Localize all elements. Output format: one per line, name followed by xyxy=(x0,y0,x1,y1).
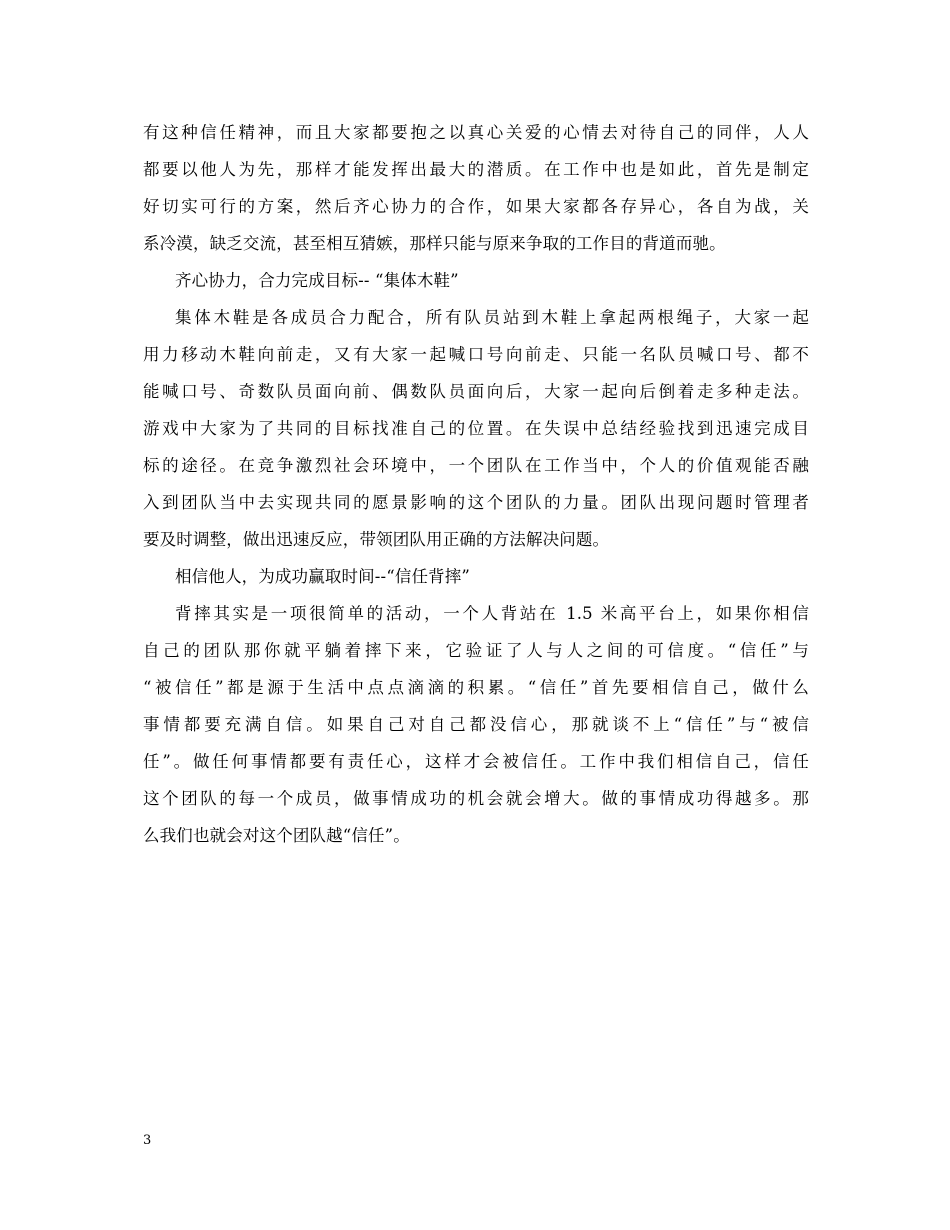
paragraph-first-line: 相信他人，为成功赢取时间--“信任背摔” xyxy=(175,567,471,586)
page-number: 3 xyxy=(143,1133,152,1148)
text-line: 事情都要充满自信。如果自己对自己都没信心，那就谈不上“信任”与“被信 xyxy=(143,715,809,734)
text-line: 用力移动木鞋向前走，又有大家一起喊口号向前走、只能一名队员喊口号、都不 xyxy=(143,345,809,364)
text-line: 么我们也就会对这个团队越“信任”。 xyxy=(143,826,410,845)
paragraph-first-line: 齐心协力，合力完成目标-- “集体木鞋” xyxy=(175,271,459,290)
text-line: 标的途径。在竞争激烈社会环境中，一个团队在工作当中，个人的价值观能否融 xyxy=(143,456,809,475)
text-line: 系冷漠，缺乏交流，甚至相互猜嫉，那样只能与原来争取的工作目的背道而驰。 xyxy=(143,234,726,253)
text-line: 有这种信任精神，而且大家都要抱之以真心关爱的心情去对待自己的同伴，人人 xyxy=(143,123,809,142)
text-line: 都要以他人为先，那样才能发挥出最大的潜质。在工作中也是如此，首先是制定 xyxy=(143,160,809,179)
text-line: 能喊口号、奇数队员面向前、偶数队员面向后，大家一起向后倒着走多种走法。 xyxy=(143,382,809,401)
body-text xyxy=(143,114,809,854)
text-line: 好切实可行的方案，然后齐心协力的合作，如果大家都各存异心，各自为战，关 xyxy=(143,197,809,216)
text-line: 任”。做任何事情都要有责任心，这样才会被信任。工作中我们相信自己，信任 xyxy=(143,752,809,771)
text-line: 游戏中大家为了共同的目标找准自己的位置。在失误中总结经验找到迅速完成目 xyxy=(143,419,809,438)
text-line: 这个团队的每一个成员，做事情成功的机会就会增大。做的事情成功得越多。那 xyxy=(143,789,809,808)
text-line: 要及时调整，做出迅速反应，带领团队用正确的方法解决问题。 xyxy=(143,530,610,549)
paragraph-first-line: 背摔其实是一项很简单的活动，一个人背站在 1.5 米高平台上，如果你相信 xyxy=(175,604,809,623)
paragraph-first-line: 集体木鞋是各成员合力配合，所有队员站到木鞋上拿起两根绳子，大家一起 xyxy=(175,308,809,327)
text-line: 自己的团队那你就平躺着摔下来，它验证了人与人之间的可信度。“信任”与 xyxy=(143,641,809,660)
text-line: “被信任”都是源于生活中点点滴滴的积累。“信任”首先要相信自己，做什么 xyxy=(143,678,809,697)
text-line: 入到团队当中去实现共同的愿景影响的这个团队的力量。团队出现问题时管理者 xyxy=(143,493,809,512)
